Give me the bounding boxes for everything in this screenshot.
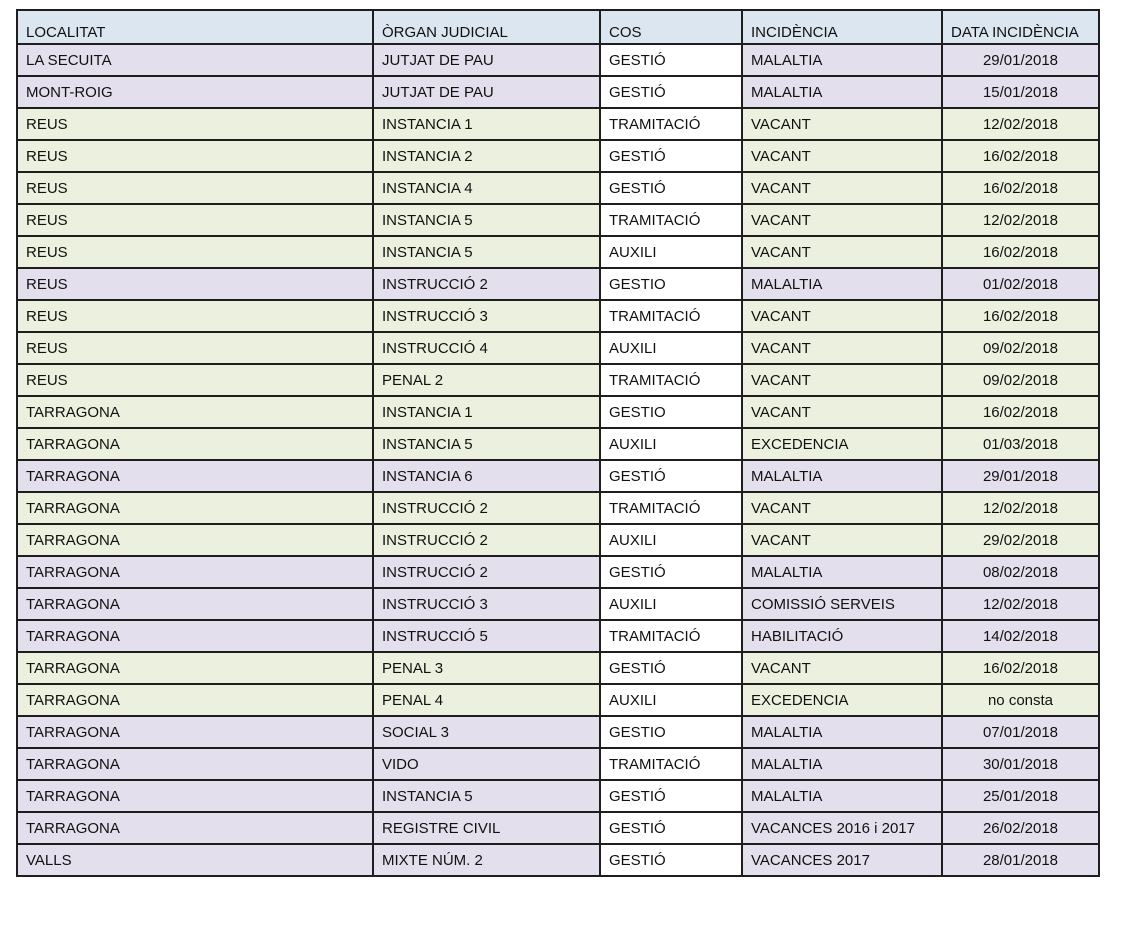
cell-incidencia: VACANT (742, 364, 942, 396)
cell-incidencia: MALALTIA (742, 268, 942, 300)
cell-data-incidencia: 29/01/2018 (942, 44, 1099, 76)
cell-data-incidencia: 16/02/2018 (942, 236, 1099, 268)
table-row (17, 460, 1099, 492)
cell-localitat: TARRAGONA (17, 524, 373, 556)
cell-data-incidencia: 15/01/2018 (942, 76, 1099, 108)
table-row (17, 844, 1099, 876)
cell-cos: TRAMITACIÓ (600, 492, 742, 524)
table-row (17, 620, 1099, 652)
cell-data-incidencia: 14/02/2018 (942, 620, 1099, 652)
cell-cos: GESTIÓ (600, 556, 742, 588)
cell-localitat: REUS (17, 172, 373, 204)
cell-incidencia: VACANT (742, 140, 942, 172)
cell-organ-judicial: SOCIAL 3 (373, 716, 600, 748)
cell-incidencia: COMISSIÓ SERVEIS (742, 588, 942, 620)
cell-organ-judicial: INSTANCIA 1 (373, 108, 600, 140)
cell-organ-judicial: REGISTRE CIVIL (373, 812, 600, 844)
cell-data-incidencia: 09/02/2018 (942, 332, 1099, 364)
table-row (17, 236, 1099, 268)
table-row (17, 172, 1099, 204)
cell-incidencia: VACANT (742, 652, 942, 684)
header-localitat: LOCALITAT (17, 10, 373, 44)
cell-cos: AUXILI (600, 236, 742, 268)
table-row (17, 780, 1099, 812)
cell-cos: TRAMITACIÓ (600, 364, 742, 396)
cell-organ-judicial: INSTANCIA 5 (373, 236, 600, 268)
cell-localitat: TARRAGONA (17, 460, 373, 492)
cell-data-incidencia: 16/02/2018 (942, 396, 1099, 428)
cell-incidencia: MALALTIA (742, 460, 942, 492)
cell-data-incidencia: 09/02/2018 (942, 364, 1099, 396)
cell-organ-judicial: INSTANCIA 2 (373, 140, 600, 172)
cell-localitat: REUS (17, 268, 373, 300)
cell-incidencia: VACANT (742, 332, 942, 364)
table-row (17, 556, 1099, 588)
cell-cos: GESTIO (600, 396, 742, 428)
cell-cos: AUXILI (600, 588, 742, 620)
cell-localitat: TARRAGONA (17, 748, 373, 780)
cell-data-incidencia: 07/01/2018 (942, 716, 1099, 748)
cell-cos: AUXILI (600, 524, 742, 556)
cell-organ-judicial: INSTRUCCIÓ 2 (373, 556, 600, 588)
cell-incidencia: EXCEDENCIA (742, 428, 942, 460)
cell-incidencia: VACANT (742, 300, 942, 332)
cell-localitat: TARRAGONA (17, 396, 373, 428)
cell-data-incidencia: 12/02/2018 (942, 204, 1099, 236)
cell-localitat: TARRAGONA (17, 620, 373, 652)
cell-data-incidencia: 26/02/2018 (942, 812, 1099, 844)
cell-data-incidencia: 28/01/2018 (942, 844, 1099, 876)
cell-cos: TRAMITACIÓ (600, 620, 742, 652)
cell-data-incidencia: 12/02/2018 (942, 492, 1099, 524)
table-row (17, 76, 1099, 108)
cell-organ-judicial: MIXTE NÚM. 2 (373, 844, 600, 876)
cell-organ-judicial: INSTANCIA 4 (373, 172, 600, 204)
cell-cos: GESTIÓ (600, 172, 742, 204)
table-row (17, 524, 1099, 556)
cell-data-incidencia: 01/03/2018 (942, 428, 1099, 460)
cell-cos: GESTIO (600, 268, 742, 300)
cell-cos: TRAMITACIÓ (600, 748, 742, 780)
cell-cos: GESTIÓ (600, 812, 742, 844)
table-row (17, 428, 1099, 460)
cell-organ-judicial: PENAL 3 (373, 652, 600, 684)
cell-localitat: LA SECUITA (17, 44, 373, 76)
table-row (17, 332, 1099, 364)
cell-localitat: MONT-ROIG (17, 76, 373, 108)
cell-organ-judicial: INSTRUCCIÓ 2 (373, 492, 600, 524)
cell-organ-judicial: INSTRUCCIÓ 2 (373, 524, 600, 556)
cell-incidencia: MALALTIA (742, 76, 942, 108)
cell-organ-judicial: INSTANCIA 5 (373, 428, 600, 460)
cell-data-incidencia: 16/02/2018 (942, 300, 1099, 332)
header-row (17, 10, 1099, 44)
cell-incidencia: VACANT (742, 492, 942, 524)
cell-organ-judicial: JUTJAT DE PAU (373, 44, 600, 76)
cell-cos: GESTIÓ (600, 140, 742, 172)
cell-localitat: TARRAGONA (17, 716, 373, 748)
cell-incidencia: MALALTIA (742, 780, 942, 812)
cell-localitat: REUS (17, 204, 373, 236)
cell-localitat: REUS (17, 108, 373, 140)
table-row (17, 300, 1099, 332)
cell-organ-judicial: INSTANCIA 1 (373, 396, 600, 428)
cell-organ-judicial: JUTJAT DE PAU (373, 76, 600, 108)
incidences-table (16, 9, 1100, 877)
table-row (17, 204, 1099, 236)
cell-organ-judicial: INSTRUCCIÓ 3 (373, 588, 600, 620)
cell-organ-judicial: INSTRUCCIÓ 3 (373, 300, 600, 332)
cell-incidencia: MALALTIA (742, 556, 942, 588)
cell-localitat: TARRAGONA (17, 812, 373, 844)
header-cos: COS (600, 10, 742, 44)
cell-localitat: REUS (17, 364, 373, 396)
cell-cos: GESTIÓ (600, 780, 742, 812)
cell-data-incidencia: 29/02/2018 (942, 524, 1099, 556)
header-data-incidencia: DATA INCIDÈNCIA (942, 10, 1099, 44)
table-row (17, 396, 1099, 428)
cell-organ-judicial: VIDO (373, 748, 600, 780)
cell-incidencia: VACANT (742, 204, 942, 236)
cell-localitat: REUS (17, 140, 373, 172)
cell-incidencia: VACANT (742, 524, 942, 556)
cell-cos: AUXILI (600, 428, 742, 460)
cell-data-incidencia: 12/02/2018 (942, 108, 1099, 140)
cell-cos: AUXILI (600, 332, 742, 364)
cell-data-incidencia: 30/01/2018 (942, 748, 1099, 780)
cell-organ-judicial: PENAL 2 (373, 364, 600, 396)
cell-incidencia: MALALTIA (742, 716, 942, 748)
cell-data-incidencia: no consta (942, 684, 1099, 716)
cell-organ-judicial: INSTRUCCIÓ 5 (373, 620, 600, 652)
cell-data-incidencia: 01/02/2018 (942, 268, 1099, 300)
cell-data-incidencia: 16/02/2018 (942, 172, 1099, 204)
cell-incidencia: HABILITACIÓ (742, 620, 942, 652)
cell-incidencia: MALALTIA (742, 748, 942, 780)
table-row (17, 588, 1099, 620)
table-row (17, 748, 1099, 780)
table-row (17, 492, 1099, 524)
table-row (17, 268, 1099, 300)
cell-cos: GESTIÓ (600, 844, 742, 876)
table-row (17, 652, 1099, 684)
cell-incidencia: VACANT (742, 396, 942, 428)
cell-organ-judicial: INSTRUCCIÓ 2 (373, 268, 600, 300)
cell-incidencia: VACANT (742, 108, 942, 140)
cell-incidencia: VACANT (742, 236, 942, 268)
cell-data-incidencia: 12/02/2018 (942, 588, 1099, 620)
cell-cos: GESTIÓ (600, 652, 742, 684)
cell-organ-judicial: INSTRUCCIÓ 4 (373, 332, 600, 364)
table-row (17, 108, 1099, 140)
cell-localitat: TARRAGONA (17, 492, 373, 524)
cell-localitat: TARRAGONA (17, 556, 373, 588)
cell-localitat: REUS (17, 236, 373, 268)
cell-incidencia: EXCEDENCIA (742, 684, 942, 716)
table-row (17, 812, 1099, 844)
cell-localitat: TARRAGONA (17, 428, 373, 460)
cell-cos: GESTIÓ (600, 76, 742, 108)
cell-cos: TRAMITACIÓ (600, 108, 742, 140)
table-row (17, 684, 1099, 716)
cell-localitat: TARRAGONA (17, 652, 373, 684)
cell-cos: TRAMITACIÓ (600, 300, 742, 332)
table-row (17, 140, 1099, 172)
cell-incidencia: VACANCES 2017 (742, 844, 942, 876)
cell-incidencia: VACANCES 2016 i 2017 (742, 812, 942, 844)
cell-data-incidencia: 29/01/2018 (942, 460, 1099, 492)
cell-data-incidencia: 16/02/2018 (942, 140, 1099, 172)
table-row (17, 44, 1099, 76)
cell-incidencia: VACANT (742, 172, 942, 204)
cell-organ-judicial: PENAL 4 (373, 684, 600, 716)
cell-localitat: TARRAGONA (17, 684, 373, 716)
cell-localitat: TARRAGONA (17, 588, 373, 620)
cell-data-incidencia: 16/02/2018 (942, 652, 1099, 684)
cell-organ-judicial: INSTANCIA 5 (373, 204, 600, 236)
cell-cos: GESTIÓ (600, 460, 742, 492)
cell-localitat: REUS (17, 332, 373, 364)
cell-cos: AUXILI (600, 684, 742, 716)
header-organ-judicial: ÒRGAN JUDICIAL (373, 10, 600, 44)
cell-data-incidencia: 25/01/2018 (942, 780, 1099, 812)
cell-data-incidencia: 08/02/2018 (942, 556, 1099, 588)
table-row (17, 716, 1099, 748)
header-incidencia: INCIDÈNCIA (742, 10, 942, 44)
table-row (17, 364, 1099, 396)
cell-incidencia: MALALTIA (742, 44, 942, 76)
cell-localitat: VALLS (17, 844, 373, 876)
cell-localitat: REUS (17, 300, 373, 332)
cell-cos: GESTIÓ (600, 44, 742, 76)
cell-cos: TRAMITACIÓ (600, 204, 742, 236)
cell-organ-judicial: INSTANCIA 6 (373, 460, 600, 492)
cell-organ-judicial: INSTANCIA 5 (373, 780, 600, 812)
cell-localitat: TARRAGONA (17, 780, 373, 812)
cell-cos: GESTIO (600, 716, 742, 748)
